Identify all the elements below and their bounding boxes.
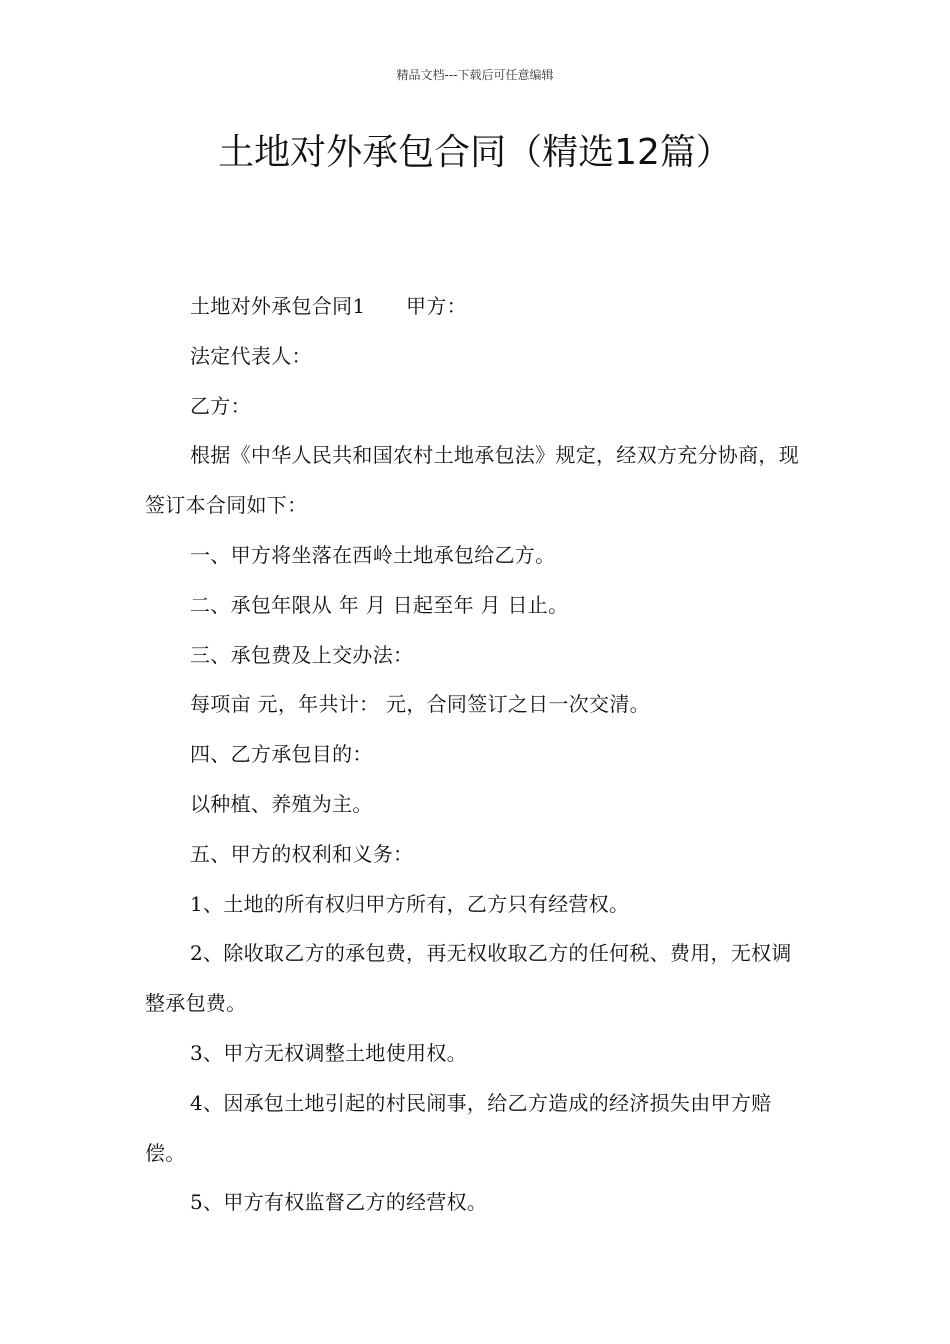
paragraph-legal-rep: 法定代表人： — [190, 343, 312, 368]
paragraph-purpose: 以种植、养殖为主。 — [190, 791, 373, 816]
paragraph-item-5: 5、甲方有权监督乙方的经营权。 — [190, 1190, 488, 1215]
paragraph-party-b: 乙方： — [190, 393, 251, 418]
paragraph-item-3: 3、甲方无权调整土地使用权。 — [190, 1040, 467, 1065]
paragraph-fee-detail: 每项亩 元，年共计： 元，合同签订之日一次交清。 — [190, 692, 650, 717]
paragraph-clause-1: 一、甲方将坐落在西岭土地承包给乙方。 — [190, 542, 556, 567]
paragraph-clause-3: 三、承包费及上交办法： — [190, 642, 414, 667]
paragraph-clause-2: 二、承包年限从 年 月 日起至年 月 日止。 — [190, 592, 569, 617]
paragraph-item-1: 1、土地的所有权归甲方所有，乙方只有经营权。 — [190, 891, 630, 916]
contract-body — [145, 282, 810, 1228]
paragraph-clause-4: 四、乙方承包目的： — [190, 742, 373, 767]
document-title: 土地对外承包合同（精选12篇） — [218, 132, 732, 173]
paragraph-clause-5: 五、甲方的权利和义务： — [190, 841, 414, 866]
paragraph-item-4: 4、因承包土地引起的村民闹事，给乙方造成的经济损失由甲方赔偿。 — [145, 1090, 772, 1165]
paragraph-contract-heading: 土地对外承包合同1 甲方： — [190, 294, 467, 318]
paragraph-preamble: 根据《中华人民共和国农村土地承包法》规定，经双方充分协商，现签订本合同如下： — [145, 443, 799, 518]
header-note: 精品文档---下载后可任意编辑 — [396, 68, 554, 82]
paragraph-item-2: 2、除收取乙方的承包费，再无权收取乙方的任何税、费用，无权调整承包费。 — [145, 941, 792, 1016]
